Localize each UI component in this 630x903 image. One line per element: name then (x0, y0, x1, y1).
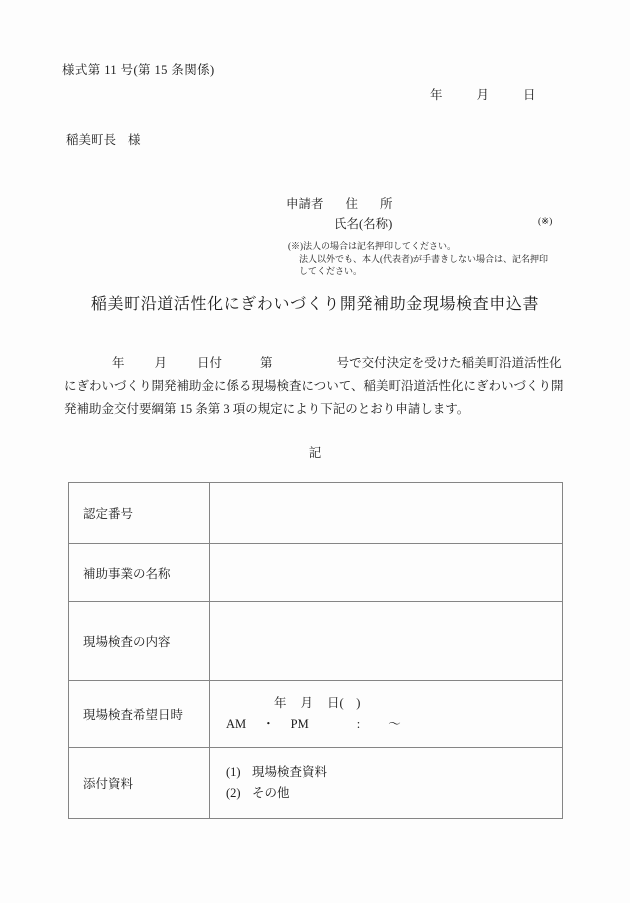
preferred-date-day: 日( ) (327, 696, 361, 710)
preferred-date-year: 年 (274, 696, 287, 710)
form-number: 様式第 11 号(第 15 条関係) (62, 63, 215, 77)
row-value-project-name[interactable] (210, 544, 563, 602)
row-value-preferred-datetime[interactable] (210, 681, 563, 748)
preferred-time-line (226, 713, 562, 735)
row-label-certification-number: 認定番号 (69, 483, 210, 544)
attachment-item (226, 762, 562, 783)
body-day: 日付 (197, 356, 223, 370)
preferred-date-line (226, 693, 562, 713)
row-value-inspection-content[interactable] (210, 602, 563, 681)
time-range-tilde: 〜 (388, 717, 401, 731)
addressee-honorific: 様 (128, 133, 141, 147)
row-label-preferred-datetime: 現場検査希望日時 (69, 681, 210, 748)
attachment-number-2: (2) (226, 786, 241, 800)
addressee-name: 稲美町長 (66, 133, 117, 147)
table-row (69, 544, 563, 602)
pm-option[interactable]: PM (290, 717, 309, 731)
applicant-address-row (286, 194, 393, 212)
body-number-label: 第 (260, 356, 273, 370)
attachment-number-1: (1) (226, 765, 241, 779)
preferred-date-month: 月 (300, 696, 314, 710)
time-colon: : (356, 717, 361, 731)
applicant-name-label: 氏名(名称) (334, 217, 393, 231)
header-date-day: 日 (523, 88, 536, 102)
footnote-line-1: (※)法人の場合は記名押印してください。 (288, 241, 456, 251)
addressee (66, 130, 141, 148)
table-row (69, 483, 563, 544)
table-row (69, 748, 563, 819)
body-line-1-tail: 号で交付決定を受けた稲美町沿道活性化にぎわ (64, 356, 562, 393)
row-value-certification-number[interactable] (210, 483, 563, 544)
header-date-line (430, 85, 536, 103)
ki-marker: 記 (308, 446, 322, 460)
applicant-label: 申請者 (286, 197, 324, 211)
attachment-text-1: 現場検査資料 (252, 765, 328, 779)
header-date-year: 年 (430, 88, 443, 102)
body-month: 月 (154, 356, 168, 370)
application-table (68, 482, 563, 819)
body-year: 年 (112, 356, 125, 370)
footnote-line-2: 法人以外でも、本人(代表者)が手書きしない場合は、記名押印 (299, 253, 548, 264)
body-paragraph (64, 352, 566, 421)
row-label-attachments: 添付資料 (69, 748, 210, 819)
am-option[interactable]: AM (226, 717, 247, 731)
body-line-2: いづくり開発補助金に係る現場検査について、稲美町沿道活性化にぎわいづくり開発補助金交付 (64, 379, 564, 416)
table-row (69, 681, 563, 748)
footnote-line-3: してください。 (299, 266, 363, 276)
attachment-text-2: その他 (252, 786, 290, 800)
footnote-block (288, 240, 548, 278)
applicant-seal-mark: (※) (538, 217, 553, 227)
applicant-address-label: 住 (345, 197, 359, 211)
attachment-item (226, 783, 562, 804)
row-label-project-name: 補助事業の名称 (69, 544, 210, 602)
row-value-attachments[interactable] (210, 748, 563, 819)
header-date-month: 月 (476, 88, 490, 102)
row-label-inspection-content: 現場検査の内容 (69, 602, 210, 681)
applicant-address-label-2: 所 (380, 197, 393, 211)
ampm-separator: ・ (262, 717, 275, 731)
table-row (69, 602, 563, 681)
applicant-block (286, 194, 393, 212)
page-title: 稲美町沿道活性化にぎわいづくり開発補助金現場検査申込書 (90, 296, 540, 313)
body-line-3: 要綱第 15 条第 3 項の規定により下記のとおり申請します。 (139, 402, 470, 416)
